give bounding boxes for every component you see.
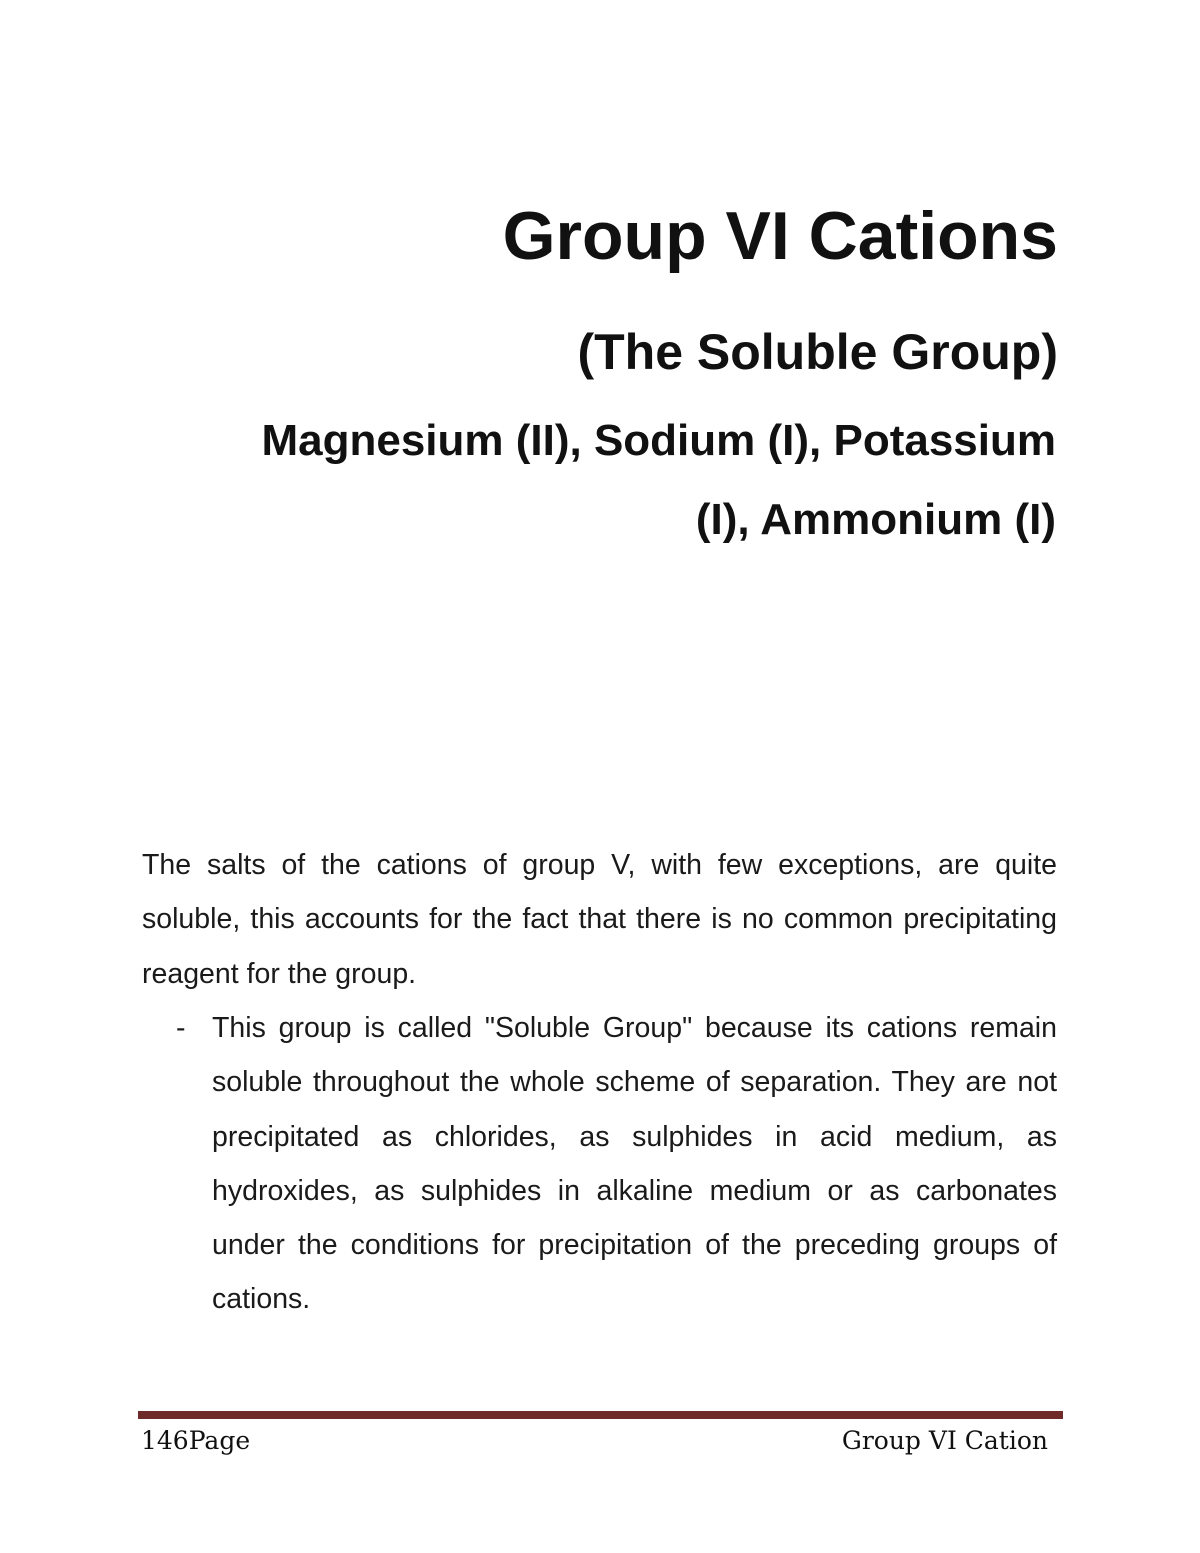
page-title: Group VI Cations bbox=[502, 198, 1058, 274]
bullet-text: This group is called "Soluble Group" because its cations remain soluble throughout the whole scheme of separation. They are not precipitated as chlorides, as sulphides in acid medium, as hydroxides, as sulphides in alkaline medium or as carbonates under the conditions for precipitation of the preceding groups of cations. bbox=[212, 1012, 1057, 1316]
footer-divider bbox=[138, 1411, 1063, 1419]
cations-list-line-2: (I), Ammonium (I) bbox=[695, 495, 1056, 544]
bullet-marker: - bbox=[176, 1012, 186, 1044]
page-subtitle: (The Soluble Group) bbox=[577, 324, 1058, 380]
intro-paragraph: The salts of the cations of group V, with few exceptions, are quite soluble, this accounts for the fact that there is no common precipitating reagent for the group. bbox=[142, 849, 1057, 990]
cations-list-line-1: Magnesium (II), Sodium (I), Potassium bbox=[261, 416, 1056, 465]
footer-section-title: Group VI Cation bbox=[841, 1426, 1048, 1455]
footer-page-number: 146Page bbox=[141, 1426, 251, 1455]
